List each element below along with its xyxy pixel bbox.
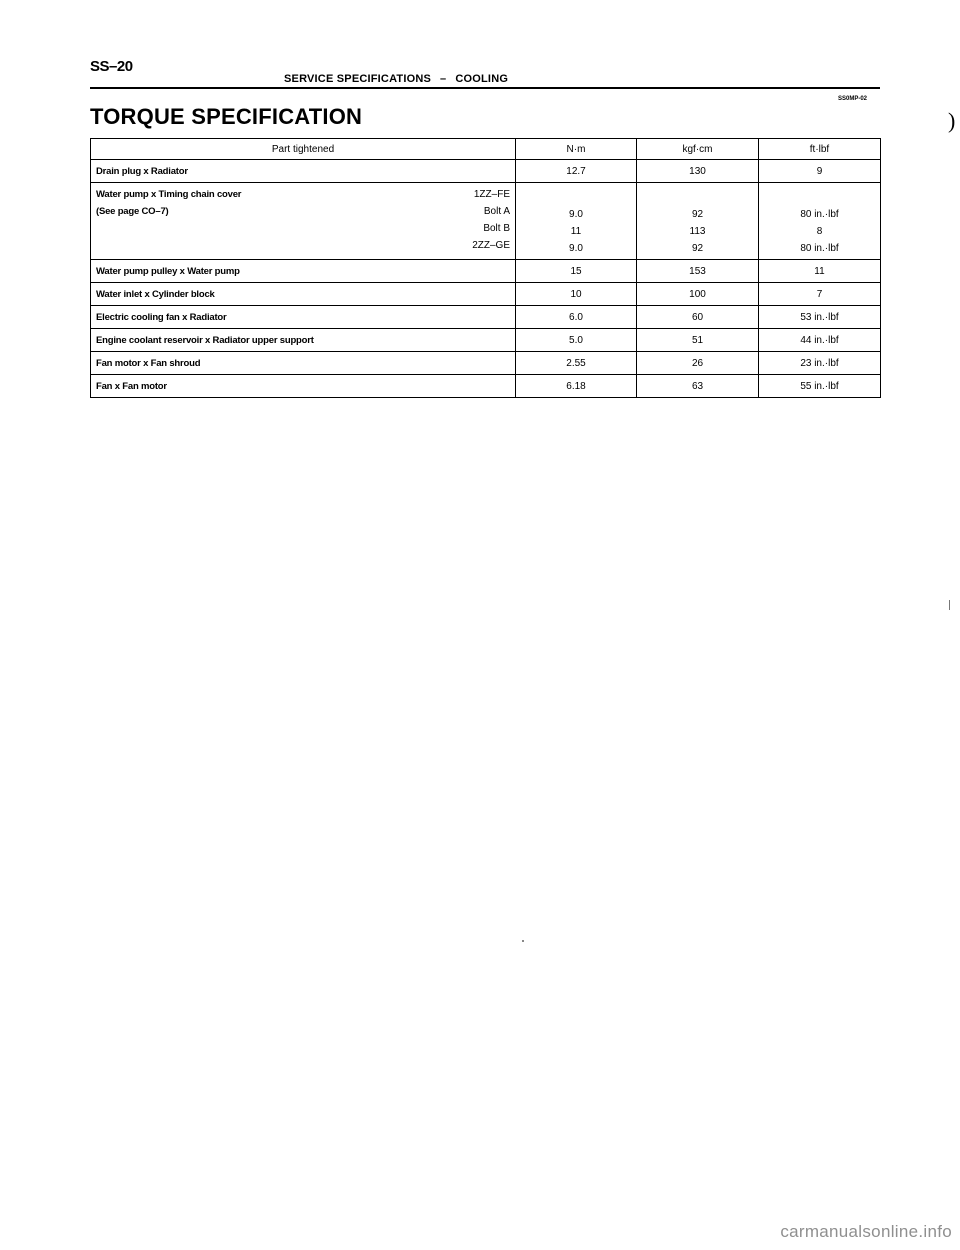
part-cell: Water inlet x Cylinder block [91, 283, 516, 306]
header-rule [90, 87, 880, 89]
ftlbf-cell [759, 183, 881, 260]
ftlbf-cell: 53 in.·lbf [759, 306, 881, 329]
bolt-variant: Bolt A [483, 206, 510, 217]
column-header-ftlbf: ft·lbf [759, 139, 881, 160]
section-header [284, 73, 508, 85]
nm-cell: 6.0 [516, 306, 637, 329]
kgfcm-cell: 153 [637, 260, 759, 283]
part-cell: Water pump pulley x Water pump [91, 260, 516, 283]
ftlbf-value: 8 [816, 226, 823, 237]
page-title: TORQUE SPECIFICATION [90, 104, 363, 129]
part-cell: Electric cooling fan x Radiator [91, 306, 516, 329]
ftlbf-cell: 9 [759, 160, 881, 183]
nm-cell: 5.0 [516, 329, 637, 352]
table-row [91, 352, 881, 375]
scan-speck [522, 940, 524, 942]
kgfcm-cell: 60 [637, 306, 759, 329]
nm-cell: 15 [516, 260, 637, 283]
nm-cell: 10 [516, 283, 637, 306]
part-cell: Fan motor x Fan shroud [91, 352, 516, 375]
page-number: SS–20 [90, 58, 133, 75]
watermark: carmanualsonline.info [780, 1222, 952, 1241]
bolt-variant: Bolt B [483, 223, 510, 234]
column-header-kgfcm: kgf·cm [637, 139, 759, 160]
nm-cell: 6.18 [516, 375, 637, 398]
table-row-water-pump [91, 183, 881, 260]
nm-value: 9.0 [569, 243, 583, 254]
table-row [91, 260, 881, 283]
nm-cell: 12.7 [516, 160, 637, 183]
kgfcm-cell: 63 [637, 375, 759, 398]
table-row [91, 160, 881, 183]
kgfcm-value: 92 [691, 209, 704, 220]
part-cell: Engine coolant reservoir x Radiator upper support [91, 329, 516, 352]
header-separator: – [440, 73, 447, 85]
table-row [91, 329, 881, 352]
margin-tick [949, 600, 950, 610]
kgfcm-cell: 100 [637, 283, 759, 306]
ftlbf-value: 80 in.·lbf [800, 243, 839, 254]
part-line: Water pump x Timing chain cover [96, 189, 242, 200]
subsection-title: COOLING [455, 73, 509, 85]
margin-mark: ) [948, 108, 956, 133]
engine-variant: 1ZZ–FE [473, 189, 510, 200]
ftlbf-cell: 55 in.·lbf [759, 375, 881, 398]
ftlbf-value: 80 in.·lbf [800, 209, 839, 220]
section-title: SERVICE SPECIFICATIONS [284, 73, 432, 85]
column-header-part: Part tightened [91, 139, 516, 160]
table-row [91, 375, 881, 398]
nm-value: 9.0 [569, 209, 583, 220]
column-header-nm: N·m [516, 139, 637, 160]
engine-variant: 2ZZ–GE [472, 240, 510, 251]
ftlbf-cell: 7 [759, 283, 881, 306]
table-row [91, 283, 881, 306]
part-cell: Fan x Fan motor [91, 375, 516, 398]
document-code: SS0MP-02 [838, 96, 868, 102]
kgfcm-cell: 26 [637, 352, 759, 375]
kgfcm-cell: 130 [637, 160, 759, 183]
torque-table [90, 138, 881, 398]
nm-cell [516, 183, 637, 260]
nm-value: 11 [570, 226, 582, 237]
nm-cell: 2.55 [516, 352, 637, 375]
part-reference: (See page CO–7) [96, 206, 169, 217]
part-cell: Drain plug x Radiator [91, 160, 516, 183]
ftlbf-cell: 11 [759, 260, 881, 283]
kgfcm-cell [637, 183, 759, 260]
table-row [91, 306, 881, 329]
table-header-row [91, 139, 881, 160]
ftlbf-cell: 44 in.·lbf [759, 329, 881, 352]
kgfcm-cell: 51 [637, 329, 759, 352]
ftlbf-cell: 23 in.·lbf [759, 352, 881, 375]
kgfcm-value: 92 [691, 243, 704, 254]
part-cell [91, 183, 516, 260]
kgfcm-value: 113 [689, 226, 706, 237]
